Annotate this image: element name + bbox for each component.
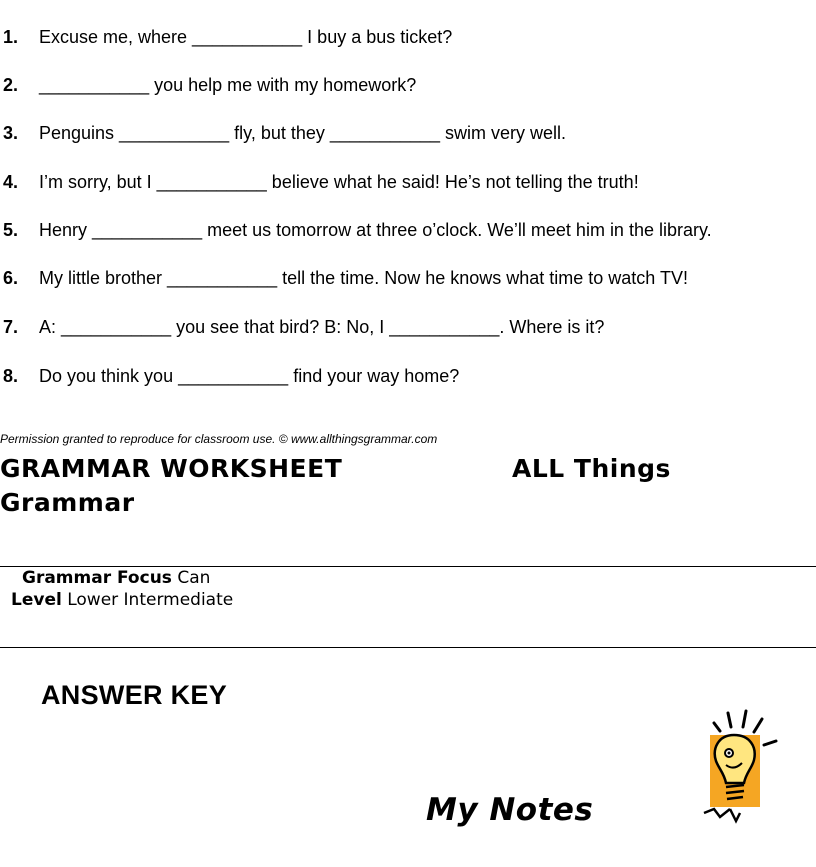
question-text: Penguins ___________ fly, but they ___________ swim very well. xyxy=(39,123,567,143)
question-number: 5. xyxy=(3,220,19,240)
lightbulb-icon xyxy=(696,705,786,830)
brand-name: ALL Things xyxy=(512,454,671,483)
question-4 xyxy=(3,171,639,193)
my-notes-heading: My Notes xyxy=(426,792,594,828)
question-6 xyxy=(3,267,688,289)
answer-key-heading: ANSWER KEY xyxy=(41,680,228,710)
question-2 xyxy=(3,74,416,96)
question-text: I’m sorry, but I ___________ believe what he said! He’s not telling the truth! xyxy=(39,172,639,192)
question-number: 3. xyxy=(3,123,19,143)
title-line-1: GRAMMAR WORKSHEET xyxy=(0,454,343,483)
question-number: 7. xyxy=(3,317,19,337)
question-text: My little brother ___________ tell the time. Now he knows what time to watch TV! xyxy=(39,268,688,288)
title-line-2: Grammar xyxy=(0,488,135,517)
permission-notice: Permission granted to reproduce for classroom use. © www.allthingsgrammar.com xyxy=(0,432,438,446)
question-text: Henry ___________ meet us tomorrow at three o’clock. We’ll meet him in the library. xyxy=(39,220,712,240)
level-value: Lower Intermediate xyxy=(67,590,234,610)
question-text: Do you think you ___________ find your way home? xyxy=(39,366,460,386)
question-8 xyxy=(3,365,459,387)
question-text: A: ___________ you see that bird? B: No, I ___________. Where is it? xyxy=(39,317,605,337)
divider-top xyxy=(0,566,816,567)
question-5 xyxy=(3,219,712,241)
question-7 xyxy=(3,316,604,338)
question-number: 6. xyxy=(3,268,19,288)
question-number: 4. xyxy=(3,172,19,192)
grammar-focus-label: Grammar Focus xyxy=(22,568,172,588)
divider-bottom xyxy=(0,647,816,648)
question-number: 2. xyxy=(3,75,19,95)
worksheet-title xyxy=(0,452,342,520)
grammar-focus xyxy=(22,568,210,588)
grammar-focus-value: Can xyxy=(177,568,211,588)
question-text: Excuse me, where ___________ I buy a bus ticket? xyxy=(39,27,453,47)
question-3 xyxy=(3,122,566,144)
question-text: ___________ you help me with my homework? xyxy=(39,75,417,95)
question-1 xyxy=(3,26,452,48)
question-number: 1. xyxy=(3,27,19,47)
level-label: Level xyxy=(11,590,62,610)
level xyxy=(11,590,233,610)
question-number: 8. xyxy=(3,366,19,386)
